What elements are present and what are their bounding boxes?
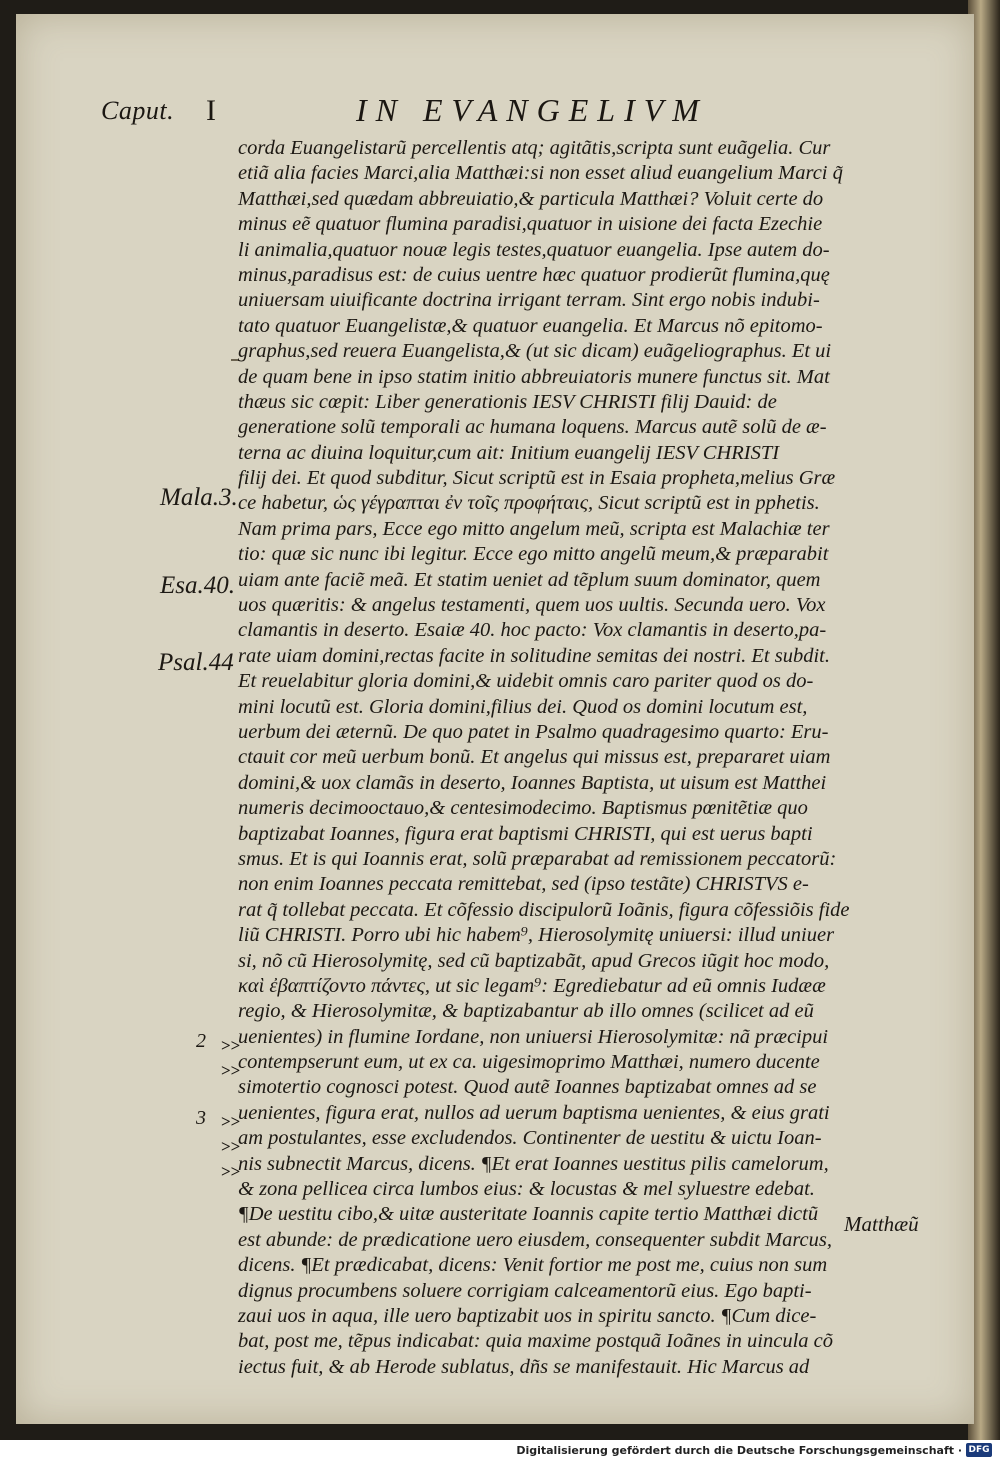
text-line: graphus,sed reuera Euangelista,& (ut sic dicam) euãgeliographus. Et ui (238, 340, 832, 363)
text-line: iectus fuit, & ab Herode sublatus, dñs se manifestauit. Hic Marcus ad (238, 1355, 810, 1378)
book-page (16, 14, 974, 1424)
running-head (16, 94, 974, 134)
text-line: thæus sic cœpit: Liber generationis IESV CHRISTI filij Dauid: de (238, 390, 777, 413)
text-line: uerbum dei æternũ. De quo patet in Psalmo quadragesimo quarto: Eru- (238, 720, 829, 743)
text-line: minus eẽ quatuor flumina paradisi,quatuor in uisione dei facta Ezechie (238, 213, 823, 236)
text-line: zaui uos in aqua, ille uero baptizabit uos in spiritu sancto. ¶Cum dice- (238, 1304, 817, 1327)
page-title: IN EVANGELIVM (356, 92, 708, 128)
text-line: est abunde: de prædicatione uero eiusdem, consequenter subdit Marcus, (238, 1228, 833, 1251)
text-line: nis subnectit Marcus, dicens. ¶Et erat Ioannes uestitus pilis camelorum, (238, 1152, 829, 1175)
text-line: regio, & Hierosolymitæ, & baptizabantur ab illo omnes (scilicet ad eũ (238, 1000, 814, 1023)
text-line: baptizabat Ioannes, figura erat baptismi CHRISTI, qui est uerus bapti (238, 822, 813, 845)
quote-mark: >> (221, 1137, 241, 1156)
text-line: uos quæritis: & angelus testamenti, quem uos uultis. Secunda uero. Vox (238, 594, 826, 617)
text-line: bat, post me, tẽpus indicabat: quia maxime postquã Ioãnes in uincula cõ (238, 1330, 833, 1353)
text-line: domini,& uox clamãs in deserto, Ioannes Baptista, ut uisum est Matthei (238, 771, 827, 794)
text-line: καὶ ἐβαπτίζοντο πάντες, ut sic legam⁹: Egrediebatur ad eũ omnis Iudææ (238, 974, 826, 997)
text-line: si, nõ cũ Hierosolymitę, sed cũ baptizabãt, apud Grecos iũgit hoc modo, (238, 949, 830, 972)
text-line: uenientes, figura erat, nullos ad uerum baptisma uenientes, & eius grati (238, 1101, 830, 1124)
text-line: Nam prima pars, Ecce ego mitto angelum meũ, scripta est Malachiæ ter (238, 517, 830, 540)
text-line: & zona pellicea circa lumbos eius: & locustas & mel syluestre edebat. (238, 1178, 815, 1201)
text-line: uniuersam uiuificante doctrina irrigant terram. Sint ergo nobis indubi- (238, 289, 820, 312)
text-line: dicens. ¶Et prædicabat, dicens: Venit fortior me post me, cuius non sum (238, 1254, 828, 1277)
text-line: corda Euangelistarũ percellentis atq; agitãtis,scripta sunt euãgelia. Cur (238, 137, 831, 159)
funding-notice: Digitalisierung gefördert durch die Deutsche Forschungsgemeinschaft · (516, 1444, 962, 1457)
margin-note-mala: Mala.3. (160, 484, 238, 511)
text-line: tio: quæ sic nunc ibi legitur. Ecce ego mitto angelũ meum,& præparabit (238, 543, 829, 566)
text-line: uenientes) in flumine Iordane, non uniuersi Hierosolymitæ: nã præcipui (238, 1025, 829, 1048)
text-line: Matthæi,sed quædam abbreuiatio,& particula Matthæi? Voluit certe do (238, 187, 824, 210)
quote-mark: >> (221, 1061, 241, 1080)
quote-mark: >> (221, 1036, 241, 1055)
text-line: simotertio cognosci potest. Quod autẽ Ioannes baptizabat omnes ad se (238, 1076, 817, 1099)
text-line: smus. Et is qui Ioannis erat, solũ præparabat ad remissionem peccatorũ: (238, 847, 837, 870)
text-line: am postulantes, esse excludendos. Continenter de uestitu & uictu Ioan- (238, 1127, 822, 1150)
caput-label: Caput. (101, 96, 175, 125)
text-line: dignus procumbens soluere corrigiam calceamentorũ eius. Ego bapti- (238, 1279, 812, 1302)
text-line: rat q̃ tollebat peccata. Et cõfessio discipulorũ Ioãnis, figura cõfessiõis fide (238, 898, 850, 921)
text-line: minus,paradisus est: de cuius uentre hæc quatuor prodierũt flumina,quę (238, 263, 830, 286)
text-line: ¶De uestitu cibo,& uitæ austeritate Ioannis capite tertio Matthæi dictũ (238, 1203, 819, 1226)
text-line: clamantis in deserto. Esaiæ 40. hoc pacto: Vox clamantis in deserto,pa- (238, 619, 827, 642)
catchword: Matthæũ (844, 1212, 919, 1236)
margin-note-psal: Psal.44 (158, 649, 234, 676)
text-line: li animalia,quatuor nouæ legis testes,quatuor euangelia. Ipse autem do- (238, 238, 830, 261)
main-text-block (238, 136, 958, 1380)
margin-note-esa: Esa.40. (160, 572, 235, 599)
text-line: rate uiam domini,rectas facite in solitudine semitas dei nostri. Et subdit. (238, 644, 830, 667)
text-line: Et reuelabitur gloria domini,& uidebit omnis caro pariter quod os do- (238, 670, 814, 693)
text-line: generatione solũ temporali ac humana loquens. Marcus autẽ solũ de æ- (238, 416, 827, 439)
margin-note-number-2: 2 (196, 1030, 206, 1052)
text-line: tato quatuor Euangelistæ,& quatuor euangelia. Et Marcus nõ epitomo- (238, 314, 823, 337)
chapter-number: I (206, 94, 216, 127)
text-line: ce habetur, ὡς γέγραπται ἐν τοῖς προφήταις, Sicut scriptũ est in pphetis. (238, 492, 820, 515)
text-line: numeris decimooctauo,& centesimodecimo. Baptismus pœnitẽtiæ quo (238, 797, 808, 820)
text-line: contempserunt eum, ut ex ca. uigesimoprimo Matthæi, numero ducente (238, 1051, 820, 1074)
quote-mark: >> (221, 1162, 241, 1181)
text-line: etiã alia facies Marci,alia Matthæi:si non esset aliud euangelium Marci q̃ (238, 162, 843, 185)
text-line: ctauit cor meũ uerbum bonũ. Et angelus qui missus est, prepararet uiam (238, 746, 831, 769)
margin-note-number-3: 3 (196, 1107, 206, 1129)
quote-mark: >> (221, 1112, 241, 1131)
text-line: terna ac diuina loquitur,cum ait: Initium euangelij IESV CHRISTI (238, 441, 780, 464)
text-line: de quam bene in ipso statim initio abbreuiatoris munere functus sit. Mat (238, 365, 830, 388)
text-line: mini locutũ est. Gloria domini,filius dei. Quod os domini locutum est, (238, 695, 808, 718)
footer-bar (0, 1440, 1000, 1462)
text-line: liũ CHRISTI. Porro ubi hic habem⁹, Hierosolymitę uniuersi: illud uniuer (238, 924, 835, 947)
text-line: non enim Ioannes peccata remittebat, sed (ipso testãte) CHRISTVS e- (238, 873, 809, 896)
dfg-logo: DFG (966, 1443, 992, 1457)
text-line: uiam ante faciẽ meã. Et statim ueniet ad tẽplum suum dominator, quem (238, 568, 821, 591)
text-line: filij dei. Et quod subditur, Sicut scriptũ est in Esaia propheta,melius Græ (238, 467, 836, 490)
